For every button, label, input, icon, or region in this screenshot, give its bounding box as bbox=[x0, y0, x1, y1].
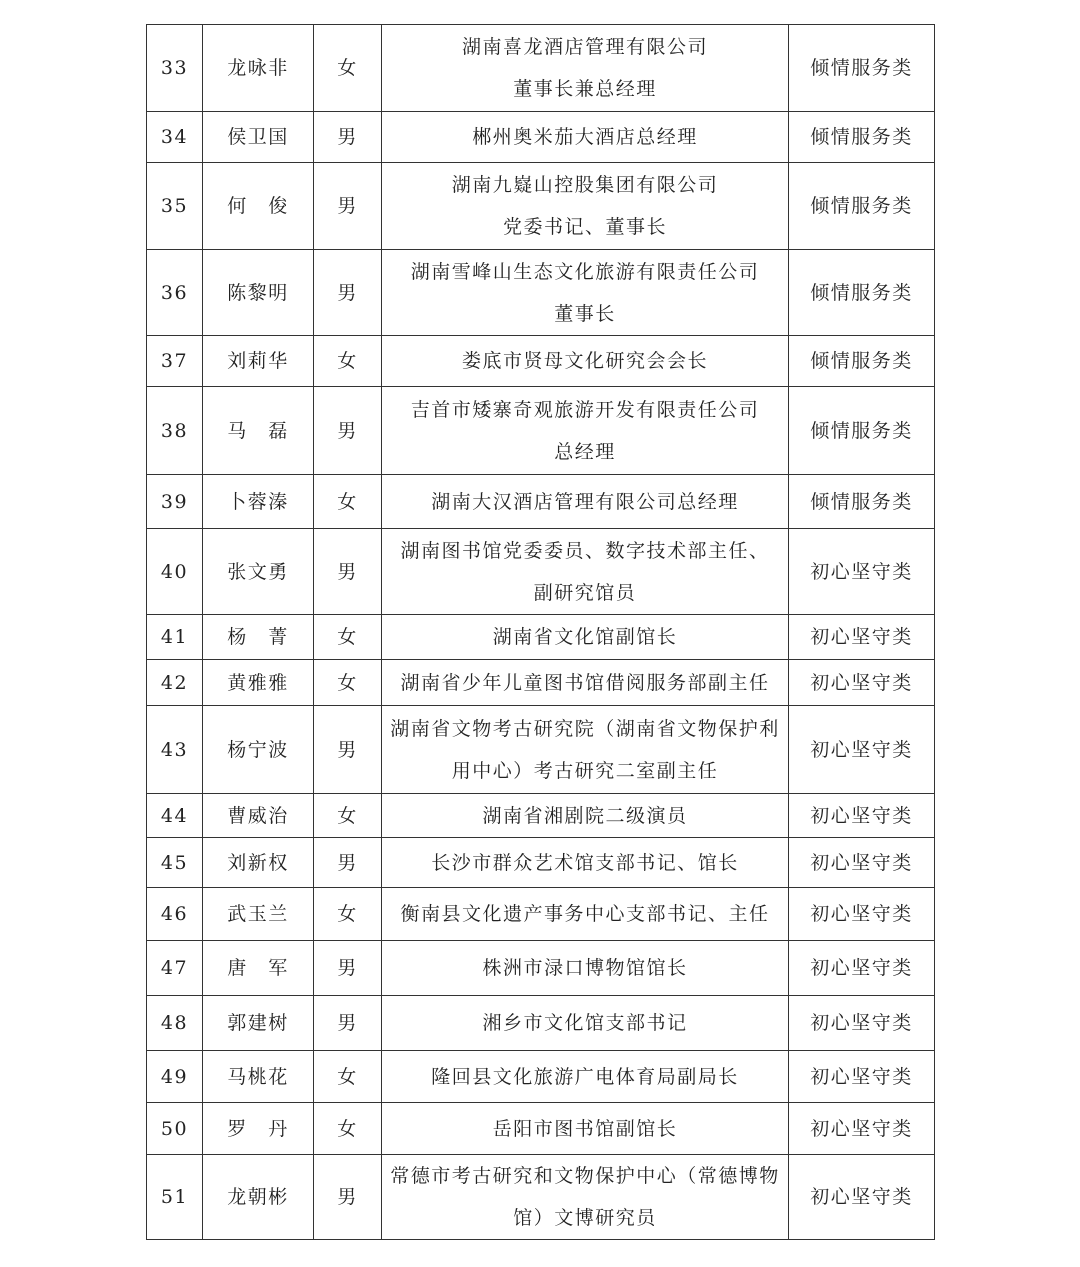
award-category: 倾情服务类 bbox=[789, 112, 935, 163]
person-gender: 男 bbox=[314, 1155, 382, 1240]
row-number: 37 bbox=[147, 336, 203, 387]
table-row bbox=[147, 838, 935, 888]
award-category: 初心坚守类 bbox=[789, 941, 935, 996]
row-number: 34 bbox=[147, 112, 203, 163]
roster-table-body bbox=[147, 25, 935, 1240]
award-category: 初心坚守类 bbox=[789, 706, 935, 794]
work-unit bbox=[382, 1103, 789, 1155]
award-category: 初心坚守类 bbox=[789, 888, 935, 941]
row-number: 35 bbox=[147, 163, 203, 250]
work-unit bbox=[382, 387, 789, 475]
row-number: 42 bbox=[147, 660, 203, 706]
work-unit-line: 湖南大汉酒店管理有限公司总经理 bbox=[431, 490, 739, 513]
person-gender: 女 bbox=[314, 794, 382, 838]
table-row bbox=[147, 941, 935, 996]
person-name: 曹威治 bbox=[203, 794, 314, 838]
row-number: 43 bbox=[147, 706, 203, 794]
person-gender: 男 bbox=[314, 941, 382, 996]
person-name: 黄雅雅 bbox=[203, 660, 314, 706]
work-unit bbox=[382, 529, 789, 615]
work-unit bbox=[382, 250, 789, 336]
award-category: 初心坚守类 bbox=[789, 996, 935, 1051]
work-unit-line: 总经理 bbox=[554, 440, 616, 463]
roster-table bbox=[146, 24, 935, 1240]
work-unit-line: 岳阳市图书馆副馆长 bbox=[492, 1117, 678, 1140]
work-unit-line: 用中心）考古研究二室副主任 bbox=[451, 759, 719, 782]
work-unit-line: 衡南县文化遗产事务中心支部书记、主任 bbox=[400, 903, 770, 925]
table-row bbox=[147, 1155, 935, 1240]
award-category: 倾情服务类 bbox=[789, 250, 935, 336]
award-category: 初心坚守类 bbox=[789, 838, 935, 888]
award-category: 初心坚守类 bbox=[789, 1155, 935, 1240]
work-unit bbox=[382, 1155, 789, 1240]
table-row bbox=[147, 888, 935, 941]
work-unit-line: 株洲市渌口博物馆馆长 bbox=[482, 957, 688, 979]
row-number: 45 bbox=[147, 838, 203, 888]
table-row bbox=[147, 1051, 935, 1103]
work-unit-line: 董事长兼总经理 bbox=[513, 78, 657, 100]
row-number: 44 bbox=[147, 794, 203, 838]
person-gender: 女 bbox=[314, 1051, 382, 1103]
person-name: 龙咏非 bbox=[203, 25, 314, 112]
row-number: 49 bbox=[147, 1051, 203, 1103]
table-row bbox=[147, 1103, 935, 1155]
person-gender: 女 bbox=[314, 25, 382, 112]
person-name: 陈黎明 bbox=[203, 250, 314, 336]
person-name: 杨 菁 bbox=[203, 615, 314, 660]
work-unit bbox=[382, 112, 789, 163]
work-unit-line: 馆）文博研究员 bbox=[513, 1207, 657, 1229]
person-gender: 男 bbox=[314, 838, 382, 888]
award-category: 初心坚守类 bbox=[789, 1051, 935, 1103]
person-gender: 男 bbox=[314, 529, 382, 615]
award-category: 初心坚守类 bbox=[789, 1103, 935, 1155]
work-unit bbox=[382, 163, 789, 250]
person-name: 郭建树 bbox=[203, 996, 314, 1051]
work-unit-line: 湖南雪峰山生态文化旅游有限责任公司 bbox=[410, 260, 760, 283]
table-row bbox=[147, 250, 935, 336]
person-name: 马桃花 bbox=[203, 1051, 314, 1103]
person-gender: 女 bbox=[314, 1103, 382, 1155]
table-row bbox=[147, 660, 935, 706]
person-gender: 男 bbox=[314, 112, 382, 163]
award-category: 倾情服务类 bbox=[789, 336, 935, 387]
work-unit-line: 湖南省文物考古研究院（湖南省文物保护利 bbox=[390, 717, 780, 740]
award-category: 初心坚守类 bbox=[789, 615, 935, 660]
person-gender: 女 bbox=[314, 475, 382, 529]
work-unit-line: 湖南省文化馆副馆长 bbox=[492, 626, 678, 648]
work-unit bbox=[382, 336, 789, 387]
person-gender: 男 bbox=[314, 996, 382, 1051]
table-row bbox=[147, 615, 935, 660]
work-unit-line: 湖南省湘剧院二级演员 bbox=[482, 804, 688, 827]
table-row bbox=[147, 706, 935, 794]
person-name: 侯卫国 bbox=[203, 112, 314, 163]
award-category: 初心坚守类 bbox=[789, 660, 935, 706]
award-category: 倾情服务类 bbox=[789, 475, 935, 529]
award-category: 倾情服务类 bbox=[789, 25, 935, 112]
work-unit bbox=[382, 888, 789, 941]
work-unit-line: 董事长 bbox=[554, 302, 616, 325]
work-unit-line: 娄底市贤母文化研究会会长 bbox=[461, 350, 708, 372]
work-unit-line: 常德市考古研究和文物保护中心（常德博物 bbox=[390, 1165, 780, 1187]
work-unit-line: 湘乡市文化馆支部书记 bbox=[482, 1012, 688, 1034]
row-number: 46 bbox=[147, 888, 203, 941]
work-unit-line: 党委书记、董事长 bbox=[502, 216, 667, 238]
row-number: 39 bbox=[147, 475, 203, 529]
award-category: 初心坚守类 bbox=[789, 529, 935, 615]
person-name: 唐 军 bbox=[203, 941, 314, 996]
work-unit bbox=[382, 996, 789, 1051]
table-row bbox=[147, 336, 935, 387]
person-name: 马 磊 bbox=[203, 387, 314, 475]
row-number: 33 bbox=[147, 25, 203, 112]
work-unit-line: 湖南喜龙酒店管理有限公司 bbox=[461, 36, 708, 58]
person-name: 张文勇 bbox=[203, 529, 314, 615]
table-row bbox=[147, 475, 935, 529]
person-gender: 女 bbox=[314, 615, 382, 660]
table-row bbox=[147, 996, 935, 1051]
work-unit bbox=[382, 941, 789, 996]
row-number: 40 bbox=[147, 529, 203, 615]
work-unit-line: 湖南图书馆党委委员、数字技术部主任、 bbox=[400, 539, 770, 562]
person-name: 刘莉华 bbox=[203, 336, 314, 387]
person-name: 武玉兰 bbox=[203, 888, 314, 941]
work-unit bbox=[382, 615, 789, 660]
award-category: 倾情服务类 bbox=[789, 387, 935, 475]
table-row bbox=[147, 25, 935, 112]
row-number: 36 bbox=[147, 250, 203, 336]
work-unit-line: 湖南省少年儿童图书馆借阅服务部副主任 bbox=[400, 671, 770, 694]
person-gender: 男 bbox=[314, 163, 382, 250]
person-name: 何 俊 bbox=[203, 163, 314, 250]
award-category: 初心坚守类 bbox=[789, 794, 935, 838]
work-unit-line: 湖南九嶷山控股集团有限公司 bbox=[451, 174, 719, 196]
work-unit-line: 副研究馆员 bbox=[533, 581, 637, 604]
table-row bbox=[147, 163, 935, 250]
work-unit bbox=[382, 1051, 789, 1103]
person-gender: 女 bbox=[314, 660, 382, 706]
row-number: 48 bbox=[147, 996, 203, 1051]
work-unit bbox=[382, 706, 789, 794]
work-unit-line: 吉首市矮寨奇观旅游开发有限责任公司 bbox=[410, 398, 760, 421]
person-name: 杨宁波 bbox=[203, 706, 314, 794]
award-category: 倾情服务类 bbox=[789, 163, 935, 250]
work-unit-line: 长沙市群众艺术馆支部书记、馆长 bbox=[431, 851, 739, 874]
work-unit bbox=[382, 660, 789, 706]
person-name: 龙朝彬 bbox=[203, 1155, 314, 1240]
work-unit-line: 隆回县文化旅游广电体育局副局长 bbox=[431, 1065, 739, 1088]
person-gender: 女 bbox=[314, 336, 382, 387]
row-number: 51 bbox=[147, 1155, 203, 1240]
table-row bbox=[147, 387, 935, 475]
table-row bbox=[147, 112, 935, 163]
work-unit bbox=[382, 838, 789, 888]
table-row bbox=[147, 794, 935, 838]
person-name: 卜蓉溱 bbox=[203, 475, 314, 529]
row-number: 47 bbox=[147, 941, 203, 996]
person-gender: 男 bbox=[314, 250, 382, 336]
row-number: 50 bbox=[147, 1103, 203, 1155]
work-unit bbox=[382, 794, 789, 838]
work-unit bbox=[382, 25, 789, 112]
row-number: 41 bbox=[147, 615, 203, 660]
work-unit-line: 郴州奥米茄大酒店总经理 bbox=[472, 126, 698, 148]
work-unit bbox=[382, 475, 789, 529]
row-number: 38 bbox=[147, 387, 203, 475]
person-name: 刘新权 bbox=[203, 838, 314, 888]
person-gender: 男 bbox=[314, 387, 382, 475]
person-gender: 女 bbox=[314, 888, 382, 941]
table-row bbox=[147, 529, 935, 615]
person-name: 罗 丹 bbox=[203, 1103, 314, 1155]
person-gender: 男 bbox=[314, 706, 382, 794]
